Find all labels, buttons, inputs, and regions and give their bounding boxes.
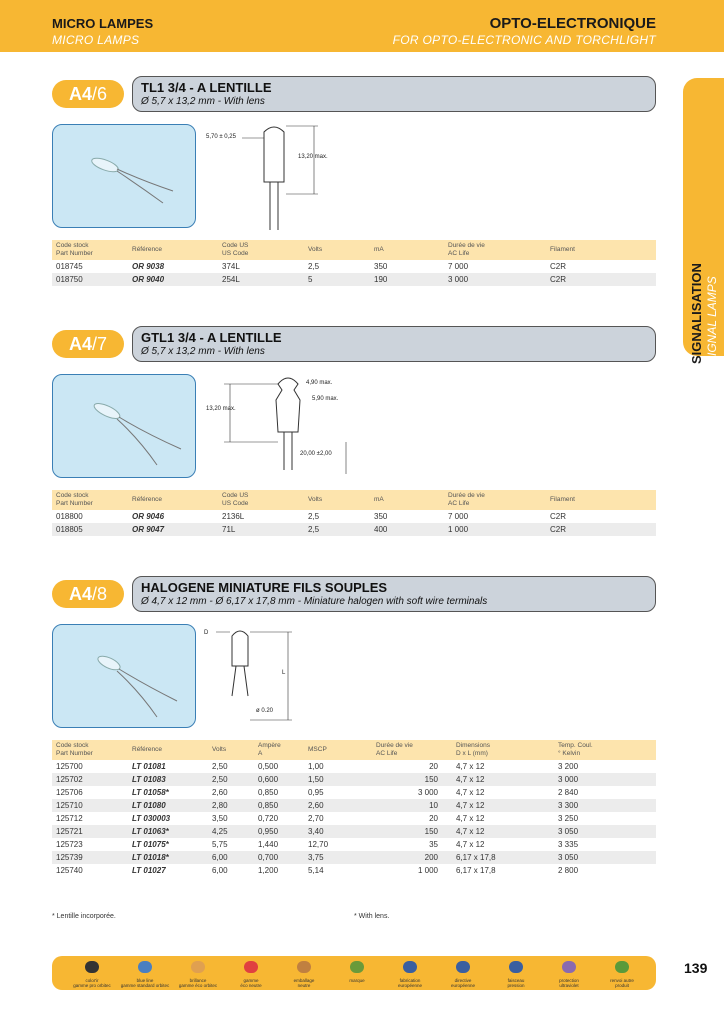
cell-colour-temp: 3 335	[558, 840, 579, 849]
cell-ampere: 0,850	[258, 801, 279, 810]
cell-colour-temp: 2 840	[558, 788, 579, 797]
cell-life: 150	[424, 775, 438, 784]
table-row	[52, 799, 656, 812]
cell-life: 7 000	[448, 512, 469, 521]
cell-reference: LT 01027	[132, 866, 166, 875]
section-title: HALOGENE MINIATURE FILS SOUPLES	[141, 580, 388, 595]
legend-label: protection ultraviolet	[559, 978, 579, 988]
cell-ma: 190	[374, 275, 388, 284]
cell-dimensions: 4,7 x 12	[456, 788, 485, 797]
cell-colour-temp: 3 050	[558, 853, 579, 862]
cell-mscp: 1,50	[308, 775, 324, 784]
cell-volts: 2,5	[308, 512, 320, 521]
legend-label: gamme éco neutre	[240, 978, 262, 988]
section-badge: A4/8	[52, 580, 124, 608]
cell-reference: LT 01080	[132, 801, 166, 810]
section-badge: A4/6	[52, 80, 124, 108]
cell-reference: LT 01058*	[132, 788, 169, 797]
cell-reference: OR 9040	[132, 275, 165, 284]
pressure-beam-icon	[490, 960, 542, 988]
cell-reference: LT 01075*	[132, 840, 169, 849]
column-header: Référence	[132, 496, 162, 503]
cell-colour-temp: 3 050	[558, 827, 579, 836]
cell-ampere: 0,950	[258, 827, 279, 836]
legend-label: color'ir gamme pro orbitec	[73, 978, 111, 988]
cell-us-code: 2136L	[222, 512, 245, 521]
legend-label: emballage neutre	[293, 978, 315, 988]
cell-ampere: 0,720	[258, 814, 279, 823]
cell-dimensions: 6,17 x 17,8	[456, 853, 496, 862]
cell-ampere: 0,850	[258, 788, 279, 797]
table-row	[52, 260, 656, 273]
cell-mscp: 3,75	[308, 853, 324, 862]
header-left-subtitle: MICRO LAMPS	[52, 33, 140, 47]
colour-icon-glyph	[85, 961, 99, 973]
legend-label: brillance gamme éco orbitec	[178, 978, 218, 988]
lamp-photo	[52, 624, 196, 728]
table-row	[52, 812, 656, 825]
cell-part-number: 125721	[56, 827, 83, 836]
cell-part-number: 018805	[56, 525, 83, 534]
cell-ma: 350	[374, 262, 388, 271]
european-manufacture-icon-glyph	[403, 961, 417, 973]
cell-dimensions: 4,7 x 12	[456, 801, 485, 810]
european-directive-icon	[437, 960, 489, 988]
column-header: Code stock Part Number	[56, 742, 93, 757]
table-row	[52, 786, 656, 799]
cell-volts: 2,60	[212, 788, 228, 797]
cell-ma: 400	[374, 525, 388, 534]
cell-reference: LT 01081	[132, 762, 166, 771]
column-header: Volts	[308, 246, 323, 253]
cell-volts: 2,80	[212, 801, 228, 810]
dimension-label: 13,20 max.	[206, 406, 236, 412]
neutral-range-icon	[225, 960, 277, 988]
dimension-label: L	[282, 670, 286, 676]
cell-filament: C2R	[550, 525, 567, 534]
cell-dimensions: 4,7 x 12	[456, 775, 485, 784]
other-product-icon-glyph	[615, 961, 629, 973]
cell-ampere: 1,200	[258, 866, 279, 875]
cell-reference: OR 9047	[132, 525, 165, 534]
lamp-photo-image	[53, 375, 196, 478]
legend-label: marque	[349, 978, 365, 983]
cell-colour-temp: 3 300	[558, 801, 579, 810]
cell-part-number: 125702	[56, 775, 83, 784]
cell-us-code: 374L	[222, 262, 240, 271]
column-header: Référence	[132, 746, 162, 753]
colour-icon	[66, 960, 118, 988]
section-title: GTL1 3/4 - A LENTILLE	[141, 330, 282, 345]
cell-filament: C2R	[550, 262, 567, 271]
legend-label: faisceau pression	[507, 978, 525, 988]
column-header: Temp. Coul. ° Kelvin	[558, 742, 593, 757]
neutral-pack-icon	[278, 960, 330, 988]
legend-label: directive européenne	[450, 978, 476, 988]
section-title: TL1 3/4 - A LENTILLE	[141, 80, 272, 95]
spec-table	[52, 240, 656, 286]
cell-dimensions: 4,7 x 12	[456, 762, 485, 771]
cell-life: 20	[429, 814, 438, 823]
table-row	[52, 760, 656, 773]
brilliance-icon-glyph	[191, 961, 205, 973]
dimension-label: 5,90 max.	[312, 396, 339, 402]
cell-reference: LT 01083	[132, 775, 166, 784]
table-row	[52, 864, 656, 877]
pressure-beam-icon-glyph	[509, 961, 523, 973]
column-header: Ampère A	[258, 742, 281, 757]
blue-line-icon	[119, 960, 171, 988]
spec-table	[52, 490, 656, 536]
cell-dimensions: 4,7 x 12	[456, 814, 485, 823]
spec-table	[52, 740, 656, 877]
column-header: mA	[374, 496, 384, 503]
table-row	[52, 825, 656, 838]
cell-part-number: 125739	[56, 853, 83, 862]
column-header: Durée de vie AC Life	[376, 742, 413, 757]
column-header: Durée de vie AC Life	[448, 242, 485, 257]
table-row	[52, 773, 656, 786]
page-header	[0, 0, 724, 52]
side-tab	[683, 78, 724, 364]
cell-us-code: 71L	[222, 525, 236, 534]
cell-life: 1 000	[448, 525, 469, 534]
cell-volts: 2,5	[308, 525, 320, 534]
section-title-bar	[132, 76, 656, 112]
table-row	[52, 510, 656, 523]
brilliance-icon	[172, 960, 224, 988]
cell-life: 3 000	[448, 275, 469, 284]
cell-volts: 2,50	[212, 762, 228, 771]
cell-reference: LT 030003	[132, 814, 171, 823]
legend-footer	[52, 956, 656, 990]
table-header-row	[52, 240, 656, 260]
cell-mscp: 1,00	[308, 762, 324, 771]
ultraviolet-protection-icon-glyph	[562, 961, 576, 973]
cell-volts: 5,75	[212, 840, 228, 849]
dimension-label: 5,70 ± 0,25	[206, 134, 236, 140]
cell-volts: 6,00	[212, 866, 228, 875]
column-header: Référence	[132, 246, 162, 253]
neutral-pack-icon-glyph	[297, 961, 311, 973]
cell-part-number: 018750	[56, 275, 83, 284]
cell-ampere: 0,700	[258, 853, 279, 862]
cell-part-number: 125706	[56, 788, 83, 797]
dimension-label: 4,90 max.	[306, 380, 333, 386]
lamp-photo	[52, 124, 196, 228]
page-number: 139	[684, 960, 708, 976]
cell-volts: 2,5	[308, 262, 320, 271]
cell-mscp: 3,40	[308, 827, 324, 836]
cell-filament: C2R	[550, 275, 567, 284]
cell-part-number: 018745	[56, 262, 83, 271]
european-manufacture-icon	[384, 960, 436, 988]
table-header-row	[52, 490, 656, 510]
cell-reference: OR 9038	[132, 262, 165, 271]
side-tab-subtitle: SIGNAL LAMPS	[705, 276, 719, 364]
cell-life: 150	[424, 827, 438, 836]
cell-mscp: 12,70	[308, 840, 329, 849]
header-right-subtitle: FOR OPTO-ELECTRONIC AND TORCHLIGHT	[392, 33, 656, 47]
cell-part-number: 125700	[56, 762, 83, 771]
table-row	[52, 273, 656, 286]
cell-volts: 6,00	[212, 853, 228, 862]
cell-mscp: 2,70	[308, 814, 324, 823]
dimension-label: 20,00 ±2,00	[300, 451, 332, 457]
cell-colour-temp: 3 200	[558, 762, 579, 771]
column-header: Filament	[550, 246, 575, 253]
column-header: Filament	[550, 496, 575, 503]
lamp-photo-image	[53, 625, 196, 728]
section-subtitle: Ø 4,7 x 12 mm - Ø 6,17 x 17,8 mm - Miniature halogen with soft wire terminals	[141, 596, 488, 607]
cell-mscp: 2,60	[308, 801, 324, 810]
legend-label: fabrication européenne	[397, 978, 423, 988]
table-header-row	[52, 740, 656, 760]
lamp-photo-image	[53, 125, 196, 228]
brand-icon-glyph	[350, 961, 364, 973]
column-header: Volts	[308, 496, 323, 503]
cell-dimensions: 4,7 x 12	[456, 840, 485, 849]
column-header: Code stock Part Number	[56, 242, 93, 257]
cell-life: 200	[424, 853, 438, 862]
ultraviolet-protection-icon	[543, 960, 595, 988]
cell-part-number: 125740	[56, 866, 83, 875]
cell-life: 10	[429, 801, 438, 810]
dimension-label: 13,20 max.	[298, 154, 328, 160]
header-left-title: MICRO LAMPES	[52, 16, 154, 31]
cell-reference: OR 9046	[132, 512, 165, 521]
cell-life: 35	[429, 840, 438, 849]
table-row	[52, 851, 656, 864]
cell-volts: 5	[308, 275, 313, 284]
section-subtitle: Ø 5,7 x 13,2 mm - With lens	[141, 346, 265, 357]
cell-volts: 3,50	[212, 814, 228, 823]
section-badge: A4/7	[52, 330, 124, 358]
neutral-range-icon-glyph	[244, 961, 258, 973]
blue-line-icon-glyph	[138, 961, 152, 973]
cell-life: 20	[429, 762, 438, 771]
footnote-fr: * Lentille incorporée.	[52, 913, 116, 920]
cell-ma: 350	[374, 512, 388, 521]
brand-icon	[331, 960, 383, 983]
cell-colour-temp: 2 800	[558, 866, 579, 875]
dimension-label: D	[204, 630, 209, 636]
cell-part-number: 125710	[56, 801, 83, 810]
cell-volts: 2,50	[212, 775, 228, 784]
cell-ampere: 1,440	[258, 840, 279, 849]
section-title-bar	[132, 576, 656, 612]
section-title-bar	[132, 326, 656, 362]
european-directive-icon-glyph	[456, 961, 470, 973]
table-row	[52, 838, 656, 851]
cell-reference: LT 01063*	[132, 827, 169, 836]
cell-part-number: 125712	[56, 814, 83, 823]
cell-ampere: 0,600	[258, 775, 279, 784]
legend-label: renvoi autre produit	[610, 978, 634, 988]
cell-us-code: 254L	[222, 275, 240, 284]
cell-volts: 4,25	[212, 827, 228, 836]
cell-reference: LT 01018*	[132, 853, 169, 862]
cell-mscp: 5,14	[308, 866, 324, 875]
cell-filament: C2R	[550, 512, 567, 521]
cell-life: 3 000	[417, 788, 438, 797]
cell-colour-temp: 3 000	[558, 775, 579, 784]
column-header: Durée de vie AC Life	[448, 492, 485, 507]
cell-dimensions: 6,17 x 17,8	[456, 866, 496, 875]
cell-ampere: 0,500	[258, 762, 279, 771]
lamp-photo	[52, 374, 196, 478]
legend-label: blue line gamme standard orbitec	[120, 978, 170, 988]
column-header: Dimensions D x L (mm)	[456, 742, 490, 757]
lamp-dimension-drawing	[202, 370, 382, 480]
column-header: mA	[374, 246, 384, 253]
cell-colour-temp: 3 250	[558, 814, 579, 823]
column-header: Code US US Code	[222, 492, 249, 507]
cell-part-number: 125723	[56, 840, 83, 849]
cell-part-number: 018800	[56, 512, 83, 521]
column-header: Code US US Code	[222, 242, 249, 257]
header-right-title: OPTO-ELECTRONIQUE	[489, 15, 656, 32]
table-row	[52, 523, 656, 536]
footnote-en: * With lens.	[354, 913, 390, 920]
side-tab-title: SIGNALISATION	[689, 263, 704, 364]
column-header: MSCP	[308, 746, 327, 753]
column-header: Code stock Part Number	[56, 492, 93, 507]
cell-dimensions: 4,7 x 12	[456, 827, 485, 836]
dimension-label: ø 0.20	[256, 708, 274, 714]
cell-mscp: 0,95	[308, 788, 324, 797]
column-header: Volts	[212, 746, 227, 753]
section-subtitle: Ø 5,7 x 13,2 mm - With lens	[141, 96, 265, 107]
other-product-icon	[596, 960, 648, 988]
cell-life: 1 000	[417, 866, 438, 875]
cell-life: 7 000	[448, 262, 469, 271]
